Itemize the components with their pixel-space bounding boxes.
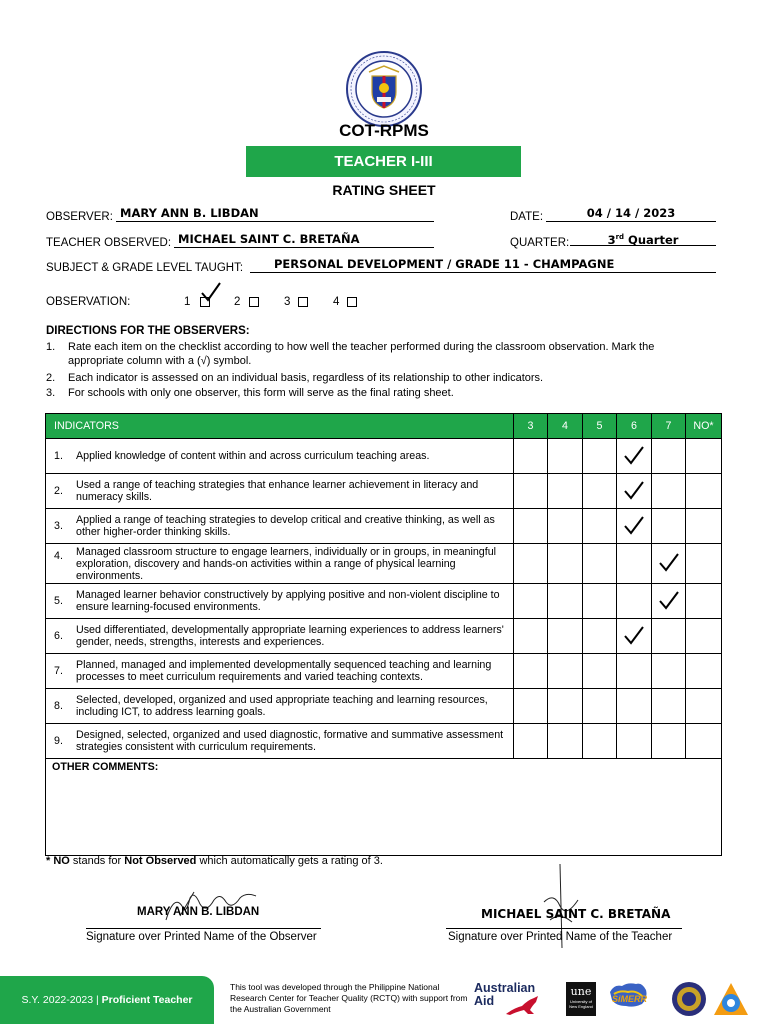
indicator-cell — [46, 439, 514, 474]
teacher-signature-caption: Signature over Printed Name of the Teacher — [448, 931, 673, 943]
indicator-cell — [46, 509, 514, 544]
direction-number: 2. — [46, 372, 56, 384]
rctq-logo-icon — [712, 981, 750, 1017]
indicator-cell — [46, 689, 514, 724]
une-subtext: University of New England — [569, 999, 593, 1009]
indicator-cell — [46, 584, 514, 619]
indicator-text: Selected, developed, organized and used appropriate teaching and learning resources, including ICT, to address learning goals. — [76, 694, 488, 718]
rating-cell-6[interactable] — [617, 544, 652, 584]
quarter-suffix: rd — [615, 233, 625, 241]
rating-cell-5[interactable] — [583, 724, 617, 759]
date-field[interactable]: 04 / 14 / 2023 — [546, 206, 716, 222]
directions-title: DIRECTIONS FOR THE OBSERVERS: — [46, 325, 250, 337]
rating-cell-3[interactable] — [514, 654, 548, 689]
indicator-number: 5. — [54, 595, 63, 607]
rating-cell-no[interactable] — [686, 724, 722, 759]
checkmark-icon — [658, 590, 680, 610]
table-row — [46, 689, 722, 724]
indicator-number: 3. — [54, 520, 63, 532]
indicator-number: 6. — [54, 630, 63, 642]
rating-cell-5[interactable] — [583, 509, 617, 544]
subject-value: PERSONAL DEVELOPMENT / GRADE 11 - CHAMPAGNE — [274, 257, 615, 271]
kangaroo-icon — [504, 994, 544, 1016]
direction-item — [46, 371, 706, 385]
rating-cell-4[interactable] — [548, 509, 583, 544]
indicators-header: INDICATORS — [46, 414, 514, 439]
indicator-number: 8. — [54, 700, 63, 712]
school-year: S.Y. 2022-2023 | — [21, 994, 102, 1006]
footnote — [46, 855, 383, 867]
rating-cell-7[interactable] — [652, 584, 686, 619]
rating-cell-3[interactable] — [514, 474, 548, 509]
not-observed-header: NO* — [686, 414, 722, 439]
observer-signature-caption: Signature over Printed Name of the Observer — [86, 931, 317, 943]
rating-sheet-subtitle: RATING SHEET — [332, 182, 436, 198]
indicator-text: Applied a range of teaching strategies to develop critical and creative thinking, as well as other higher-order thinking skills. — [76, 514, 495, 538]
simerr-text: SiMERR — [612, 994, 648, 1004]
rating-cell-3[interactable] — [514, 689, 548, 724]
rating-4-header: 4 — [548, 414, 583, 439]
indicator-text: Planned, managed and implemented developmentally sequenced teaching and learning processes to meet curriculum requirements and varied teaching contexts. — [76, 659, 492, 683]
rating-7-header: 7 — [652, 414, 686, 439]
observer-label: OBSERVER: — [46, 211, 113, 223]
table-header-row — [46, 414, 722, 439]
observer-field[interactable]: MARY ANN B. LIBDAN — [116, 206, 434, 222]
rating-cell-4[interactable] — [548, 654, 583, 689]
indicator-number: 9. — [54, 735, 63, 747]
observation-label: OBSERVATION: — [46, 296, 131, 308]
checkmark-icon — [623, 445, 645, 465]
rating-cell-5[interactable] — [583, 689, 617, 724]
indicator-cell — [46, 654, 514, 689]
rating-cell-4[interactable] — [548, 439, 583, 474]
rating-5-header: 5 — [583, 414, 617, 439]
rating-cell-5[interactable] — [583, 474, 617, 509]
other-comments-label: OTHER COMMENTS: — [52, 761, 159, 773]
rating-cell-4[interactable] — [548, 474, 583, 509]
footnote-not-observed: Not Observed — [124, 855, 197, 867]
rating-cell-3[interactable] — [514, 724, 548, 759]
rating-cell-6[interactable] — [617, 509, 652, 544]
observation-option-1-label: 1 — [184, 296, 191, 308]
indicator-cell — [46, 544, 514, 584]
rating-cell-7[interactable] — [652, 689, 686, 724]
rating-cell-no[interactable] — [686, 619, 722, 654]
indicator-cell — [46, 474, 514, 509]
date-label: DATE: — [510, 211, 544, 223]
rating-cell-6[interactable] — [617, 439, 652, 474]
direction-text: Each indicator is assessed on an individual basis, regardless of its relationship to other indicators. — [68, 372, 544, 384]
checkmark-icon — [623, 515, 645, 535]
rating-cell-6[interactable] — [617, 724, 652, 759]
other-comments-box[interactable] — [46, 759, 722, 856]
aid-text: Aid — [474, 994, 495, 1008]
quarter-number: 3 — [607, 232, 616, 247]
observation-option-2-checkbox[interactable] — [249, 297, 259, 307]
observer-signature-line — [86, 928, 321, 929]
quarter-field[interactable] — [570, 230, 716, 246]
footnote-no: * NO — [46, 855, 70, 867]
simerr-logo — [606, 980, 650, 1016]
indicator-number: 7. — [54, 665, 63, 677]
quarter-label: QUARTER: — [510, 237, 570, 249]
direction-item — [46, 386, 706, 400]
indicator-text: Used a range of teaching strategies that enhance learner achievement in literacy and numeracy skills. — [76, 479, 479, 503]
indicator-cell — [46, 724, 514, 759]
indicators-table — [45, 413, 722, 856]
table-row — [46, 474, 722, 509]
direction-number: 1. — [46, 341, 56, 353]
table-row — [46, 654, 722, 689]
indicator-text: Applied knowledge of content within and across curriculum teaching areas. — [76, 450, 430, 462]
rating-cell-5[interactable] — [583, 584, 617, 619]
rating-cell-4[interactable] — [548, 619, 583, 654]
teacher-printed-name: MICHAEL SAINT C. BRETAÑA — [481, 907, 671, 921]
indicator-text: Designed, selected, organized and used diagnostic, formative and summative assessment strategies consistent with curriculum requirements. — [76, 729, 504, 753]
rating-cell-6[interactable] — [617, 619, 652, 654]
table-row — [46, 509, 722, 544]
rating-cell-5[interactable] — [583, 544, 617, 584]
rating-cell-7[interactable] — [652, 439, 686, 474]
indicator-number: 1. — [54, 450, 63, 462]
indicator-text: Managed classroom structure to engage learners, individually or in groups, in meaningful exploration, discovery and hands-on activities within a range of physical learning environments. — [76, 545, 497, 582]
rating-cell-3[interactable] — [514, 439, 548, 474]
school-year-band — [0, 976, 214, 1024]
une-logo — [566, 982, 596, 1016]
rating-cell-4[interactable] — [548, 584, 583, 619]
checkmark-icon — [658, 552, 680, 572]
indicator-text: Used differentiated, developmentally appropriate learning experiences to address learners' gender, needs, strengths, interests and experiences. — [76, 624, 504, 648]
rating-cell-6[interactable] — [617, 584, 652, 619]
observation-option-2-label: 2 — [234, 296, 241, 308]
indicator-number: 2. — [54, 485, 63, 497]
comments-row — [46, 759, 722, 856]
rating-cell-7[interactable] — [652, 509, 686, 544]
subject-field[interactable] — [250, 257, 716, 273]
rating-cell-4[interactable] — [548, 689, 583, 724]
checkmark-icon — [623, 625, 645, 645]
footnote-text: stands for — [69, 855, 125, 867]
rating-cell-5[interactable] — [583, 439, 617, 474]
observer-printed-name: MARY ANN B. LIBDAN — [137, 906, 260, 918]
une-text: une — [570, 985, 592, 998]
australian-aid-text: Australian — [474, 981, 536, 995]
rating-cell-4[interactable] — [548, 724, 583, 759]
form-title: COT-RPMS — [339, 121, 429, 140]
observation-option-4-label: 4 — [333, 296, 340, 308]
rctq-credit: This tool was developed through the Philippine National Research Center for Teacher Quality (RCTQ) with support from the Australian Government — [230, 982, 468, 1014]
rating-cell-no[interactable] — [686, 509, 722, 544]
observation-option-3-label: 3 — [284, 296, 291, 308]
teacher-observed-label: TEACHER OBSERVED: — [46, 237, 172, 249]
teacher-level-band: TEACHER I-III — [246, 146, 521, 177]
rating-cell-7[interactable] — [652, 474, 686, 509]
observation-checkmark-icon — [200, 281, 222, 303]
proficient-teacher-label: Proficient Teacher — [101, 994, 193, 1006]
rating-cell-no[interactable] — [686, 584, 722, 619]
direction-text: For schools with only one observer, this form will serve as the final rating sheet. — [68, 387, 454, 399]
observation-option-4-checkbox[interactable] — [347, 297, 357, 307]
direction-text: Rate each item on the checklist according to how well the teacher performed during the classroom observation. Mark the appropriate column with a (√) symbol. — [68, 341, 655, 367]
rating-6-header: 6 — [617, 414, 652, 439]
quarter-text: Quarter — [624, 232, 679, 247]
table-row — [46, 724, 722, 759]
rating-cell-5[interactable] — [583, 619, 617, 654]
rating-cell-no[interactable] — [686, 439, 722, 474]
observation-option-3-checkbox[interactable] — [298, 297, 308, 307]
rating-cell-no[interactable] — [686, 474, 722, 509]
table-row — [46, 544, 722, 584]
direction-number: 3. — [46, 387, 56, 399]
rating-cell-3[interactable] — [514, 584, 548, 619]
rating-cell-6[interactable] — [617, 689, 652, 724]
australian-aid-logo — [474, 982, 552, 1018]
rating-cell-3[interactable] — [514, 619, 548, 654]
table-row — [46, 584, 722, 619]
footnote-rest: which automatically gets a rating of 3. — [196, 855, 383, 867]
rating-cell-7[interactable] — [652, 544, 686, 584]
teacher-observed-field[interactable]: MICHAEL SAINT C. BRETAÑA — [174, 232, 434, 248]
indicator-number: 4. — [54, 550, 63, 562]
rating-cell-3[interactable] — [514, 509, 548, 544]
university-seal-icon — [671, 981, 707, 1017]
rating-cell-no[interactable] — [686, 544, 722, 584]
rating-cell-no[interactable] — [686, 689, 722, 724]
table-row — [46, 619, 722, 654]
direction-item — [46, 340, 706, 368]
rating-cell-6[interactable] — [617, 654, 652, 689]
rating-cell-7[interactable] — [652, 654, 686, 689]
checkmark-icon — [623, 480, 645, 500]
rating-cell-4[interactable] — [548, 544, 583, 584]
indicator-cell — [46, 619, 514, 654]
rating-3-header: 3 — [514, 414, 548, 439]
indicator-text: Managed learner behavior constructively by applying positive and non-violent discipline to ensure learning-focused environments. — [76, 589, 500, 613]
deped-seal-icon — [345, 50, 423, 128]
rating-cell-3[interactable] — [514, 544, 548, 584]
rating-cell-no[interactable] — [686, 654, 722, 689]
rating-cell-6[interactable] — [617, 474, 652, 509]
table-row — [46, 439, 722, 474]
rating-cell-7[interactable] — [652, 724, 686, 759]
subject-label: SUBJECT & GRADE LEVEL TAUGHT: — [46, 262, 244, 274]
teacher-signature-line — [446, 928, 682, 929]
rating-cell-7[interactable] — [652, 619, 686, 654]
rating-cell-5[interactable] — [583, 654, 617, 689]
